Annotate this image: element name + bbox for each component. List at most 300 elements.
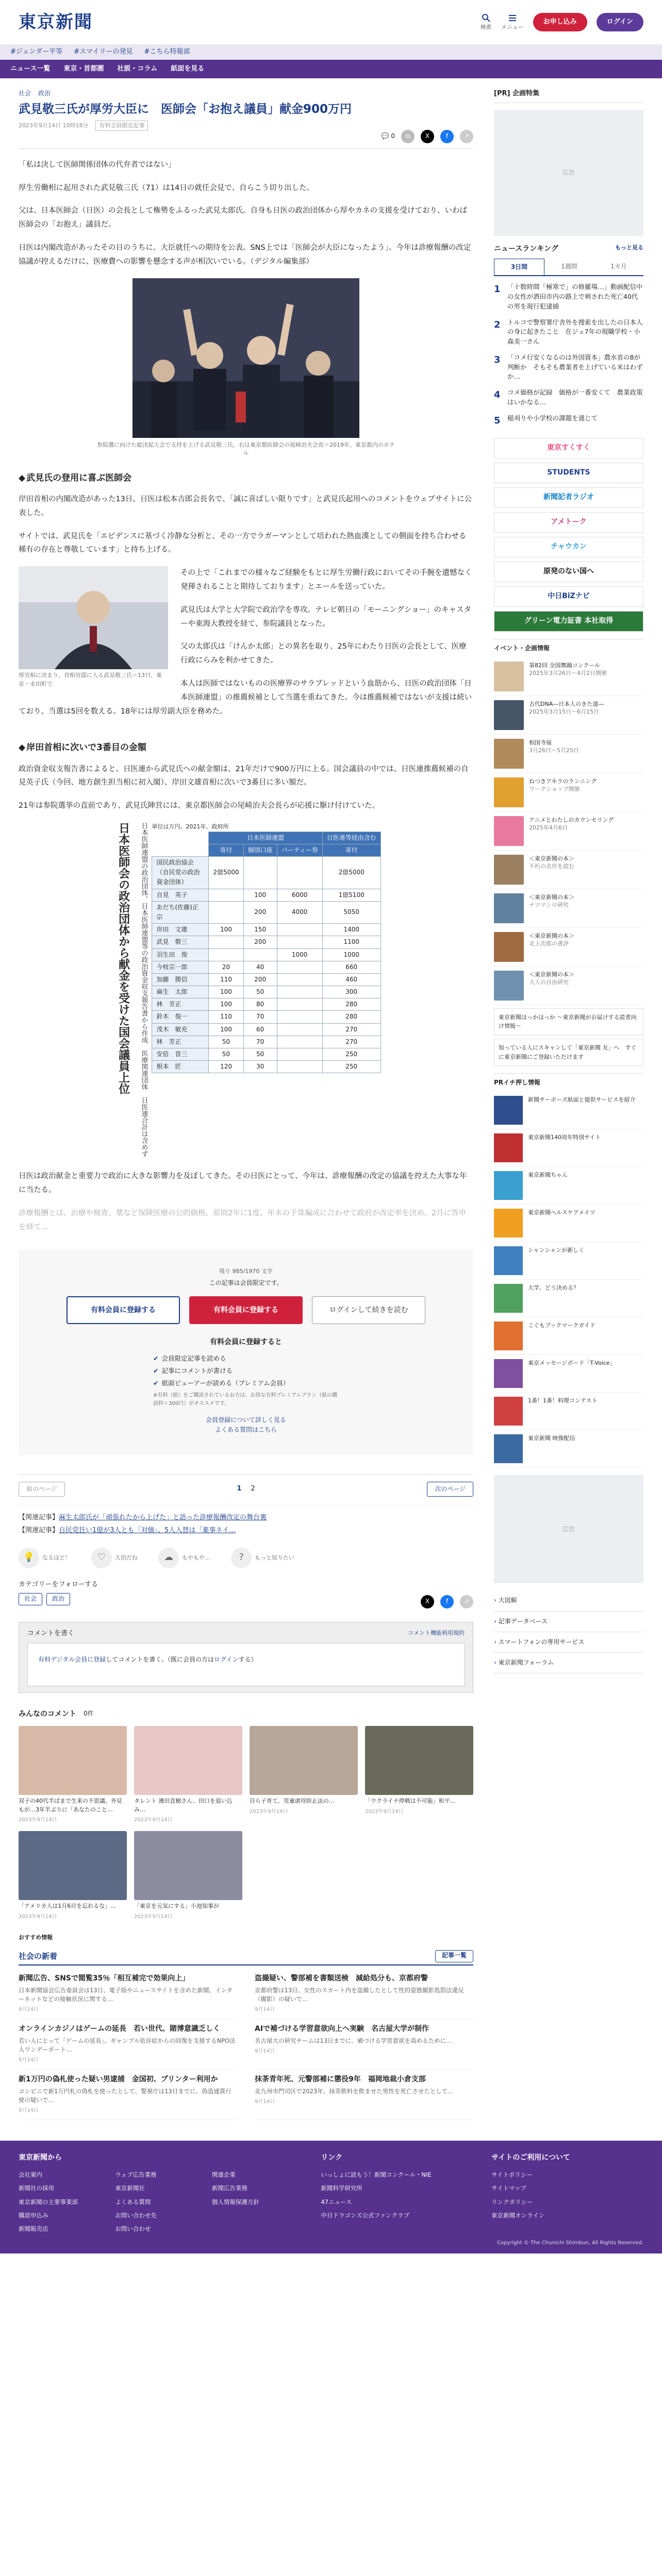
- donation-table-figure: [19, 822, 473, 1157]
- table-cell: 60: [243, 1023, 277, 1036]
- recommend-card[interactable]: [365, 1726, 473, 1824]
- table-cell: 50: [243, 986, 277, 998]
- pr-text: 東京メッセージボード「T-Voice」: [528, 1360, 616, 1367]
- related-tag: 【関連記事】: [19, 1514, 59, 1522]
- footer-link[interactable]: いっしょに読もう！新聞コンクール・NIE: [321, 2171, 432, 2178]
- ranking-item[interactable]: [494, 388, 643, 408]
- table-cell: 4000: [277, 901, 322, 923]
- card-text: タレント 濱田直樹さん、田口を追い込み…: [134, 1798, 233, 1813]
- footer-col-title: リンク: [321, 2154, 343, 2162]
- sidebar-banner[interactable]: グリーン電力証書 本社取得: [494, 611, 643, 632]
- pr-text: 大学、どう決める？: [528, 1284, 579, 1292]
- pr-item[interactable]: [494, 1167, 643, 1205]
- reaction-button[interactable]: [19, 1548, 71, 1568]
- pr-item[interactable]: [494, 1430, 643, 1468]
- tab-1week[interactable]: 1週間: [561, 263, 577, 270]
- paragraph: 厚生労働相に起用された武見敬三氏（71）は14日の就任会見で、自らこう切り出した。: [19, 183, 315, 192]
- footer-link[interactable]: 新聞広告業務: [211, 2184, 247, 2192]
- table-cell: 250: [322, 1048, 380, 1061]
- event-title: 第82回 全国舞踊コンクール: [529, 662, 601, 669]
- pr-item[interactable]: [494, 1129, 643, 1167]
- section-heading: ◆ 岸田首相に次いで3番目の金額: [19, 741, 473, 755]
- table-cell-name: 林 芳正: [152, 1036, 209, 1048]
- event-sub: 2025年3月26日～4月2日開催: [529, 670, 607, 677]
- table-note: 日本医師連盟の政治団体、日本医師連盟等の政治資金収支報告書から作成 医療関連団体 日医連合計は含めず: [140, 822, 148, 1158]
- news-date: 9月14日: [19, 2057, 39, 2063]
- more-label: おすすめ情報: [19, 1934, 53, 1941]
- search-button[interactable]: 検索: [481, 13, 492, 30]
- news-summary: 若い人にとって「ゲームの延長」。ギャンブル依存症からの回復を支援するNPO法人ワンデーポート…: [19, 2037, 236, 2054]
- table-cell: [277, 1048, 322, 1061]
- pr-thumb: [494, 1246, 523, 1275]
- news-summary: 京都府警は13日、女性のスカート内を盗撮したとして性的姿態撮影処罰法違反（撮影）の疑いで…: [255, 1986, 464, 2003]
- table-cell: [277, 1061, 322, 1073]
- news-headline[interactable]: 新1万円の偽札使った疑い男逮捕 金国初、プリンター利用か: [19, 2075, 218, 2084]
- recommend-card[interactable]: [134, 1831, 242, 1921]
- related-link[interactable]: 自民党狂い1億が3人とも「対価」、5人入替は「薬事ネイ…: [59, 1526, 236, 1534]
- table-subtitle: 単位は万円。2021年、政府所: [152, 823, 229, 831]
- card-date: 2023年9月14日: [134, 1913, 173, 1920]
- comment-rules-link[interactable]: コメント機能利用規約: [408, 1629, 465, 1636]
- comments-list-title: みんなのコメント: [19, 1709, 76, 1718]
- paragraph: その上で「これまでの様々なご経験をもとに厚生労働行政においてその手腕を遺憾なく発揮されることと期待しております」とエールを送っていた。: [180, 569, 472, 591]
- footer-link[interactable]: ウェブ広告業務: [115, 2171, 157, 2178]
- side-link[interactable]: › 大図解: [494, 1590, 643, 1611]
- related-tag: 【関連記事】: [19, 1526, 59, 1534]
- footer-link[interactable]: よくある質問: [115, 2198, 151, 2206]
- facebook-share-icon[interactable]: f: [440, 130, 454, 143]
- comment-prompt-text: する）: [238, 1656, 257, 1664]
- menu-button[interactable]: メニュー: [501, 13, 524, 30]
- faq-link[interactable]: よくある質問はこちら: [214, 1426, 277, 1433]
- footer-link[interactable]: 個人情報保護方針: [211, 2198, 259, 2206]
- share-icon[interactable]: ↗: [460, 130, 473, 143]
- nav-item[interactable]: #スマイリーの発見: [74, 47, 133, 56]
- category-chip[interactable]: 政治: [46, 1593, 70, 1605]
- ad-label: 広告: [562, 1525, 575, 1533]
- table-cell-name: 麻生 太郎: [152, 986, 209, 998]
- pr-thumb: [494, 1096, 523, 1125]
- table-cell: [277, 998, 322, 1011]
- news-item[interactable]: [255, 1974, 473, 2019]
- table-row: [152, 857, 380, 889]
- paragraph: 政治資金収支報告書によると、日医連から武見氏への献金額は、21年だけで900万円に上る。国会議員の中では、日医連推薦候補の自見英子氏（今回、地方創生担当相に初入閣）、岸田文雄首相に次いで3番目に多い額だ。: [19, 765, 469, 787]
- article-title: 武見敬三氏が厚労大臣に 医師会「お抱え議員」献金900万円: [19, 103, 352, 116]
- heart-icon: ♡: [91, 1548, 112, 1568]
- news-headline[interactable]: 抹茶青年死、元警部補に懲役9年 福岡地裁小倉支部: [255, 2075, 426, 2084]
- footer-link[interactable]: 新聞販売店: [19, 2225, 48, 2233]
- table-cell-name: 今枝宗一郎: [152, 961, 209, 973]
- event-thumb: [494, 971, 524, 1001]
- event-item[interactable]: [494, 967, 643, 1005]
- event-sub: 不朽の名作を読む: [529, 863, 574, 870]
- pr-thumb: [494, 1397, 523, 1426]
- sidebar-banner[interactable]: 原発のない国へ: [494, 562, 643, 582]
- paragraph: 日医は政治献金と重要力で政治に大きな影響力を及ぼしてきた。その日医にとって、今年は、診療報酬の改定の協議を控えた大事な年に当たる。: [19, 1172, 467, 1194]
- pr-item[interactable]: [494, 1280, 643, 1317]
- table-cell: 1000: [322, 948, 380, 961]
- register-free-button[interactable]: 有料会員に登録する: [67, 1296, 180, 1324]
- comment-count: 0: [391, 132, 395, 140]
- table-cell: [277, 973, 322, 986]
- benefit-title: 有料会員に登録すると: [210, 1338, 282, 1347]
- portrait-caption: 厚労相に決まり、首相官邸に入る武見敬三氏＝13日、東京・永田町で: [19, 672, 162, 687]
- news-date: 9月14日: [255, 2048, 275, 2055]
- footer-link[interactable]: お問い合わせ: [115, 2225, 151, 2233]
- news-item[interactable]: [19, 2075, 237, 2120]
- table-row: [152, 1048, 380, 1061]
- event-sub: 2025年4月6日: [529, 824, 568, 832]
- footer-link[interactable]: 47ニュース: [321, 2198, 352, 2206]
- event-sub: ワークショップ開催: [529, 786, 580, 793]
- news-item[interactable]: [255, 2024, 473, 2070]
- about-link[interactable]: 東京新聞ほっかほっか ～東京新聞がお届けする読者向け情報～: [494, 1008, 643, 1036]
- share-bar-bottom: [19, 1595, 473, 1608]
- table-row: [152, 1036, 380, 1048]
- login-button[interactable]: ログイン: [597, 13, 643, 32]
- portrait-photo: [19, 566, 168, 669]
- about-link[interactable]: 知っている人にスキャンして「東京新聞 友」へ すぐに東京新聞にご登録いただけます: [494, 1039, 643, 1066]
- side-link[interactable]: › 東京新聞フォーラム: [494, 1653, 643, 1673]
- table-cell: 6000: [277, 889, 322, 901]
- login-continue-button[interactable]: ログインして続きを読む: [312, 1296, 425, 1324]
- event-item[interactable]: [494, 735, 643, 773]
- event-title: ＜東京新聞の本＞: [529, 971, 574, 978]
- main-nav: [0, 44, 662, 60]
- table-cell: 280: [322, 998, 380, 1011]
- cloud-icon: ☁: [158, 1548, 179, 1568]
- related-link[interactable]: 麻生太郎氏が「頑張れたから上げた」と語った診療報酬改定の舞台裏: [59, 1514, 267, 1522]
- event-thumb: [494, 893, 524, 923]
- banner-list: [494, 438, 643, 632]
- category-chip[interactable]: 社会: [19, 1593, 42, 1605]
- event-item[interactable]: [494, 773, 643, 812]
- reaction-button[interactable]: [231, 1548, 294, 1568]
- footer-link[interactable]: 東京新聞オンライン: [491, 2211, 545, 2219]
- recommend-card[interactable]: [250, 1726, 358, 1824]
- table-cell: 270: [322, 1036, 380, 1048]
- table-cell: [209, 948, 243, 961]
- nav-item[interactable]: #ジェンダー平等: [10, 47, 63, 56]
- membership-info-link[interactable]: 会員登録について詳しく見る: [206, 1416, 286, 1423]
- table-cell: [277, 924, 322, 936]
- table-row: [152, 936, 380, 948]
- pr-item[interactable]: [494, 1393, 643, 1430]
- comment-login-link[interactable]: ログイン: [214, 1656, 239, 1664]
- sidebar-banner[interactable]: 東京すくすく: [494, 438, 643, 459]
- table-cell-name: 林 芳正: [152, 998, 209, 1011]
- paragraph: 診療報酬とは、治療や検査、薬など保険医療の公的価格。原則2年に1度、年末の予算編成に合わせて政府が改定率を決め、2月に答申を経て…: [19, 1209, 467, 1231]
- footer-col-title: 東京新聞から: [19, 2154, 62, 2162]
- footer-link[interactable]: 中日ドラゴンズ公式ファンクラブ: [321, 2211, 410, 2219]
- sidebar-banner[interactable]: STUDENTS: [494, 463, 643, 483]
- ranking-text: コメ価格が記録 価格が一番安くて 農業政策はいかなる…: [507, 388, 643, 406]
- table-cell: 300: [322, 986, 380, 998]
- table-cell: 250: [322, 1061, 380, 1073]
- pr-item[interactable]: [494, 1205, 643, 1242]
- footer-link[interactable]: サイトポリシー: [491, 2171, 533, 2178]
- ranking-more-link[interactable]: もっと見る: [615, 244, 643, 251]
- benefit-item: ✔ 会員限定記事を読める: [153, 1353, 339, 1364]
- breadcrumb: [19, 89, 473, 98]
- footer-link[interactable]: お問い合わせ先: [115, 2211, 157, 2219]
- ranking-number: 1: [494, 284, 501, 295]
- table-cell: 100: [209, 924, 243, 936]
- ranking-text: 稲刈りや小学校の課題を通じて: [507, 414, 598, 422]
- members-badge: 有料会員限定記事: [95, 121, 148, 131]
- table-cell: 1400: [322, 924, 380, 936]
- ranking-text: 「十数時間「極寒で」の修羅場…」動画配信中の女性が酒田市内の路上で刺された死亡40代の男を現行犯逮捕: [507, 283, 643, 310]
- recommend-grid: [19, 1726, 473, 1921]
- ranking-item[interactable]: [494, 353, 643, 382]
- table-cell: 30: [243, 1061, 277, 1073]
- card-date: 2023年9月14日: [134, 1817, 173, 1823]
- event-item[interactable]: [494, 657, 643, 696]
- ranking-text: 「コメ行安くなるのは外国資本」農水省の8が判断か そもそも農業者を上げている米はわずか…: [507, 353, 643, 381]
- lead-photo: [19, 278, 473, 458]
- link-copy-icon[interactable]: ⧉: [401, 130, 415, 143]
- sidebar: [494, 89, 643, 2120]
- event-sub: ナツマシロ研究: [529, 902, 569, 909]
- comment-box-title: コメントを書く: [27, 1629, 75, 1637]
- side-link[interactable]: › スマートフォンの専用サービス: [494, 1632, 643, 1653]
- news-summary: 名古屋大の研究チームは13日までに、補づける学習意欲を高めるために…: [255, 2037, 452, 2044]
- pr2-title: PRイチ押し情報: [494, 1073, 643, 1092]
- sidebar-banner[interactable]: チャウカン: [494, 537, 643, 557]
- news-date: 9月14日: [19, 2108, 39, 2114]
- event-title: 古代DNA―日本人のきた道―: [529, 700, 604, 707]
- table-cell-name: 自見 英子: [152, 889, 209, 901]
- news-item[interactable]: [19, 1974, 237, 2019]
- share-icon[interactable]: ↗: [460, 1595, 473, 1608]
- event-thumb: [494, 816, 524, 846]
- sidebar-banner[interactable]: 中日BiZナビ: [494, 586, 643, 607]
- pr-text: 東京新聞 映像配信: [528, 1435, 575, 1442]
- benefit-item: ✔ 記事にコメントが書ける: [153, 1366, 339, 1376]
- menu-icon: [508, 13, 517, 23]
- pr-item[interactable]: [494, 1242, 643, 1280]
- side-links: [494, 1590, 643, 1673]
- table-row: [152, 901, 380, 923]
- ranking: [494, 243, 643, 428]
- event-title: アニメとわたしのカウンセリング: [529, 816, 614, 823]
- pr-text: 1番！1番！料理コンテスト: [528, 1397, 598, 1404]
- remaining-chars: 残り 985/1970 文字: [219, 1268, 273, 1275]
- footer-link[interactable]: リンクポリシー: [491, 2198, 533, 2206]
- footer-link[interactable]: 新聞科学研究所: [321, 2184, 362, 2192]
- event-title: ＜東京新聞の本＞: [529, 855, 574, 862]
- comment-count-icon[interactable]: 💬 0: [381, 132, 395, 140]
- paragraph: 本人は医師ではないものの医療界のサラブレッドという血筋から、日医の政治団体「日本医師連盟」の推薦候補として当選を重ねてきた。今は推薦候補ではないが支援は続いており、当選は5回を数える。18年には厚労副大臣を務めた。: [19, 680, 472, 716]
- nav-item[interactable]: 社説・コラム: [117, 64, 158, 73]
- paragraph: 武見氏は大学と大学院で政治学を専攻。テレビ朝日の「モーニングショー」のキャスターや東海大教授を経て、参院議員となった。: [180, 605, 472, 628]
- pr-thumb: [494, 1321, 523, 1350]
- pr-item[interactable]: [494, 1317, 643, 1355]
- reaction-label: もっと知りたい: [255, 1554, 294, 1561]
- event-sub: 大人の自由研究: [529, 979, 569, 986]
- table-cell-name: 鈴木 俊一: [152, 1011, 209, 1023]
- footer-link[interactable]: 会社案内: [19, 2171, 42, 2178]
- article-date: 2023年9月14日 10時18分: [19, 122, 89, 129]
- x-share-icon[interactable]: X: [421, 130, 434, 143]
- ad-slot[interactable]: [494, 110, 643, 236]
- event-item[interactable]: [494, 851, 643, 889]
- reaction-bar: [19, 1548, 473, 1568]
- event-title: イベント・企画情報: [494, 639, 643, 657]
- event-item[interactable]: [494, 696, 643, 735]
- ranking-text: トルコで警察署庁舎外を捜索を出したの日本人の身に起きたこと 在ジュ7年の現職学校・小森美一さん: [507, 318, 643, 346]
- nav-item[interactable]: 紙面を見る: [171, 64, 205, 73]
- table-title: 日本医師会の政治団体から献金を受けた国会議員上位: [117, 822, 130, 1095]
- side-link[interactable]: › 記事データベース: [494, 1612, 643, 1632]
- sidebar-banner[interactable]: 新聞記者ラジオ: [494, 487, 643, 508]
- table-row: [152, 998, 380, 1011]
- pr-thumb: [494, 1171, 523, 1200]
- table-cell: 1000: [277, 948, 322, 961]
- card-text: 「東京を元気にする」小池知事が: [134, 1903, 219, 1910]
- pr-text: 東京新聞140周年特別サイト: [528, 1134, 601, 1141]
- ranking-title: ニュースランキング: [494, 244, 558, 253]
- breadcrumb-item[interactable]: 社会: [19, 90, 31, 97]
- category-follow-label: カテゴリーをフォローする: [19, 1580, 98, 1588]
- ranking-item[interactable]: [494, 282, 643, 311]
- article-column: [19, 89, 473, 2120]
- rally-photo: [133, 278, 359, 438]
- paragraph: 父は、日本医師会（日医）の会長として権勢をふるった武見太郎氏。自身も日医の政治団体から厚やカネの支援を受けており、いわば医師会の「お抱え」議員だ。: [19, 207, 467, 229]
- table-cell-name: 羽生田 俊: [152, 948, 209, 961]
- event-sub: 2025年3月15日～6月15日: [529, 708, 599, 716]
- lightbulb-icon: 💡: [19, 1548, 39, 1568]
- pr-item[interactable]: [494, 1092, 643, 1129]
- nav-item[interactable]: ニュース一覧: [10, 64, 51, 73]
- news-item[interactable]: [255, 2075, 473, 2120]
- trial-button[interactable]: お申し込み: [533, 13, 587, 32]
- event-thumb: [494, 700, 524, 730]
- table-cell: 200: [243, 901, 277, 923]
- ranking-item[interactable]: [494, 414, 643, 428]
- table-header: 個別口座: [243, 844, 277, 856]
- tab-3days[interactable]: 3日間: [494, 259, 544, 275]
- table-row: [152, 889, 380, 901]
- breadcrumb-item[interactable]: 政治: [38, 90, 51, 97]
- next-page-button[interactable]: 次のページ: [427, 1482, 473, 1497]
- paragraph: 21年は参院選挙の直前であり、武見氏陣営には、東京都医師会の尾崎治夫会長らが応援に駆け付けていた。: [19, 802, 379, 810]
- society-title: 社会の新着: [19, 1952, 58, 1961]
- table-cell: 100: [209, 986, 243, 998]
- card-text: 「ウクライナ停戦は不可能」和平…: [365, 1798, 456, 1805]
- table-row: [152, 948, 380, 961]
- table-cell: 80: [243, 998, 277, 1011]
- x-share-icon[interactable]: X: [421, 1595, 434, 1608]
- nav-item[interactable]: #こちら特報部: [144, 47, 190, 56]
- news-headline[interactable]: 盗撮疑い、警部補を書類送検 減給処分も、京都府警: [255, 1974, 428, 1983]
- table-cell: [209, 889, 243, 901]
- table-cell: [243, 857, 277, 889]
- register-digital-link[interactable]: 有料デジタル会員に登録: [38, 1656, 106, 1664]
- table-cell: 460: [322, 973, 380, 986]
- comment-prompt-text: してコメントを書く。（既に会員の方は: [106, 1656, 214, 1664]
- table-cell: 2億5000: [209, 857, 243, 889]
- paywall-note: ※有料（紙）をご購読されているお方は、お得な有料プレミアムプラン（紙の購読料＋300円）がオススメです。: [153, 1392, 338, 1406]
- pr-text: 東京新聞ちゃん: [528, 1172, 568, 1179]
- event-thumb: [494, 739, 524, 769]
- prev-page-button[interactable]: 前のページ: [19, 1482, 65, 1497]
- table-cell-name: あだち(佐藤)正宗: [152, 901, 209, 923]
- table-cell: 200: [243, 936, 277, 948]
- event-thumb: [494, 932, 524, 962]
- table-cell-name: 安倍 晋三: [152, 1048, 209, 1061]
- footer-link[interactable]: 東京新聞の主要事業部: [19, 2198, 78, 2206]
- pr-thumb: [494, 1434, 523, 1463]
- table-cell: 1億5100: [322, 889, 380, 901]
- ranking-number: 3: [494, 354, 501, 365]
- benefit-list: [153, 1336, 339, 1408]
- news-date: 9月14日: [19, 2007, 39, 2013]
- facebook-share-icon[interactable]: f: [440, 1595, 454, 1608]
- event-item[interactable]: [494, 928, 643, 967]
- table-cell-name: 根本 匠: [152, 1061, 209, 1073]
- ad-label: 広告: [562, 169, 575, 177]
- table-row: [152, 973, 380, 986]
- page-number[interactable]: 1: [237, 1485, 242, 1493]
- news-headline[interactable]: AIで補づける学習意欲向上へ実験 名古屋大学が制作: [255, 2025, 429, 2033]
- news-headline[interactable]: 新聞広告、SNSで閲覧35％「相互補完で効果向上」: [19, 1974, 190, 1983]
- ranking-number: 5: [494, 415, 501, 426]
- table-cell: 150: [243, 924, 277, 936]
- ranking-item[interactable]: [494, 318, 643, 347]
- recommend-card[interactable]: [19, 1831, 127, 1921]
- news-date: 9月14日: [255, 2099, 275, 2105]
- event-item[interactable]: [494, 889, 643, 928]
- event-item[interactable]: [494, 812, 643, 851]
- site-logo[interactable]: 東京新聞: [19, 11, 93, 32]
- register-paid-button[interactable]: 有料会員に登録する: [189, 1296, 303, 1324]
- footer-link[interactable]: 関連企業: [211, 2171, 236, 2178]
- event-thumb: [494, 777, 524, 807]
- table-cell: 50: [243, 1048, 277, 1061]
- sidebar-banner[interactable]: アメトーク: [494, 512, 643, 533]
- reaction-button[interactable]: [158, 1548, 210, 1568]
- footer-link[interactable]: 購読申込み: [19, 2211, 48, 2219]
- section-heading: ◆ 武見氏の登用に喜ぶ医師会: [19, 471, 473, 485]
- paywall: [19, 1249, 473, 1455]
- tab-1month[interactable]: 1カ月: [610, 263, 627, 270]
- news-headline[interactable]: オンラインカジノはゲームの延長 若い世代、賭博意識乏しく: [19, 2025, 221, 2033]
- pr-item[interactable]: [494, 1355, 643, 1393]
- news-item[interactable]: [19, 2024, 237, 2070]
- recommend-card[interactable]: [134, 1726, 242, 1824]
- photo-caption: 参院選に向けた総決起大会で支持を上げる武見敬三氏。右は東京都医師会の尾崎治夫会長＝2019年、東京都内のホテル: [97, 441, 395, 457]
- recommend-card[interactable]: [19, 1726, 127, 1824]
- ad-slot[interactable]: [494, 1475, 643, 1583]
- society-more-button[interactable]: 記事一覧: [435, 1950, 473, 1962]
- reaction-label: もやもや…: [182, 1554, 210, 1561]
- paragraph: 日医は内閣改造があったその日のうちに、大臣就任への期待を公表。SNS上では「医師会が大臣になったよう」。今年は診療報酬の改定協議が控えるだけに、医療費への影響を懸念する声が相次いでいる。（デジタル編集部）: [19, 244, 471, 266]
- paragraph: 岸田首相の内閣改造があった13日、日医は松本吉郎会長名で、「誠に喜ばしい限りです」と武見氏起用へのコメントをウェブサイトに公表した。: [19, 495, 472, 517]
- page-number[interactable]: 2: [251, 1485, 255, 1493]
- event-title: ＜東京新聞の本＞: [529, 893, 574, 901]
- reaction-button[interactable]: [91, 1548, 138, 1568]
- nav-item[interactable]: 東京・首都圏: [63, 64, 104, 73]
- footer-link[interactable]: 新聞社の採用: [19, 2184, 54, 2192]
- paywall-lead: この記事は会員限定です。: [209, 1279, 283, 1286]
- footer-link[interactable]: サイトマップ: [491, 2184, 526, 2192]
- footer-link[interactable]: 東京新聞社: [115, 2184, 145, 2192]
- table-cell: 660: [322, 961, 380, 973]
- table-header: パーティー券: [277, 844, 322, 856]
- table-cell: [277, 1011, 322, 1023]
- table-cell: 100: [243, 889, 277, 901]
